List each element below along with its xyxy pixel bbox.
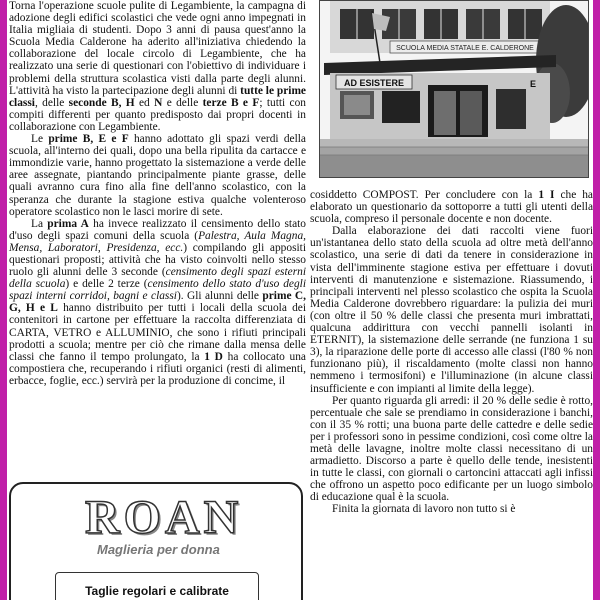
text-run: prime B, E e F bbox=[48, 133, 129, 146]
text-run: ; tutti con compiti differenti per quanto predisposto dai propri docenti in collaborazione con Legambiente. bbox=[9, 96, 306, 133]
text-run: Palestra, Aula Magna, Mensa, Laboratori, Presidenza, ecc. bbox=[9, 229, 306, 254]
text-run: ) e delle 2 terze ( bbox=[65, 278, 148, 291]
paragraph-compost bbox=[310, 189, 593, 225]
text-run: che ha elaborato un questionario da sottoporre a tutti gli utenti della scuola, compreso il personale docente e non docente. bbox=[310, 189, 593, 226]
paragraph-data-results bbox=[310, 225, 593, 394]
text-run: Finita la giornata di lavoro non tutto si è bbox=[332, 503, 516, 516]
text-run: La bbox=[31, 217, 48, 230]
text-run: prime C, G, H e L bbox=[9, 290, 306, 315]
text-run: censimento dello stato d'uso degli spazi interni corridoi, bagni e classi bbox=[9, 278, 307, 303]
text-run: ha invece realizzato il censimento dello stato d'uso degli spazi comuni della scuola ( bbox=[9, 217, 306, 242]
text-run: hanno distribuito per tutti i locali della scuola dei contenitori in cartone per effettuare la raccolta differenziata di CARTA, VETRO e ALLUMINIO, che sono i rifiuti principali prodotti a scuola; mentre per ciò che rimane dalla mensa delle classi che fanno il tempo prolungato, la bbox=[9, 302, 307, 363]
paragraph-census bbox=[9, 218, 306, 387]
paragraph-ending bbox=[310, 503, 593, 515]
text-run: e delle bbox=[162, 96, 203, 109]
text-run: hanno adottato gli spazi verdi della scuola, all'interno dei quali, dopo una bella ripulita da cartacce e immondizie varie, hanno progettato la sistemazione a verde delle aree assegnate, piantando principalmente piante grasse, delle quali avranno cura fino alla fine dell'anno scolastico, con la speranza che durante la stagione estiva qualche volenteroso operatore scolastico non le lasci morire di sete. bbox=[9, 133, 306, 218]
text-run: ha collocato una compostiera che, recuperando i rifiuti organici (resti di alimenti, erbacce, foglie, ecc.) servirà per la produzione di concime, il bbox=[9, 350, 306, 387]
text-run: seconde B, H bbox=[68, 96, 135, 109]
banner-text: AD ESISTERE bbox=[343, 78, 405, 88]
text-run: , delle bbox=[34, 96, 69, 109]
text-run: censimento degli spazi esterni della scuola bbox=[9, 266, 306, 291]
text-run: ed bbox=[134, 96, 155, 109]
ad-sizes-box bbox=[55, 572, 259, 600]
paragraph-furniture bbox=[310, 395, 593, 504]
school-building-image bbox=[320, 1, 589, 178]
newspaper-page bbox=[7, 0, 593, 600]
text-run: terze B e F bbox=[202, 96, 260, 109]
school-photo bbox=[319, 0, 589, 178]
text-run: cosiddetto COMPOST. Per concludere con la bbox=[310, 189, 539, 201]
text-run: Per quanto riguarda gli arredi: il 20 % delle sedie è rotto, percentuale che sale se prendiamo in considerazione i banchi, con il 35 % rotti; una buona parte delle cattedre e delle sedie per i professori sono in pessime condizioni, così come oltre la metà delle lavagne, inoltre molte classi necessitano di un armadietto. Discorso a parte è quello delle tende, inesistenti in tutte le classi, con giornali o cartoncini attaccati agli infissi che offrono un aspetto poco edificante per un luogo simbolo di educazione qual è la scuola. bbox=[310, 394, 593, 504]
text-run: ) compilando gli appositi questionari proposti; attività che ha visto coinvolti nello stesso ruolo gli alunni delle 3 seconde ( bbox=[9, 241, 306, 279]
text-run: 1 I bbox=[538, 189, 555, 201]
text-run: Torna l'operazione scuole pulite di Legambiente, la campagna di adozione degli edifici scolastici che vede ogni anno impegnati in Italia migliaia di studenti. Dopo 3 anni di pausa quest'anno la Scuola Media Calderone ha aderito all'iniziativa chiedendo la collaborazione del locale circolo di Legambiente, che ha realizzato una serie di questionari con l'obiettivo di individuare i problemi della struttura scolastica visti dalla parte degli alunni. L'attività ha visto la partecipazione degli alunni di bbox=[9, 0, 306, 97]
paragraph-green-spaces bbox=[9, 133, 306, 218]
text-run: tutte le prime classi bbox=[9, 84, 306, 109]
article-column-right bbox=[310, 189, 593, 516]
ad-sizes-text: Taglie regolari e calibrate bbox=[85, 584, 229, 598]
roan-logo: ROAN bbox=[85, 491, 243, 544]
school-sign-text: SCUOLA MEDIA STATALE E. CALDERONE bbox=[396, 45, 534, 52]
paragraph-intro bbox=[9, 0, 306, 133]
text-run: Dalla elaborazione dei dati raccolti viene fuori un'istantanea dello stato della scuola ad oltre metà dell'anno scolastico, una serie di dati da tenere in considerazione in vista dell'imminente stagione estiva per effettuare i dovuti interventi di manutenzione e sistemazione. Riassumendo, i principali interventi nel plesso scolastico che ospita la Scuola Media Calderone dovrebbero riguardare: la pulizia dei muri (con oltre il 50 % delle classi che presenta muri imbrattati, qualcuna addirittura con vecchi pannelli isolanti in ETERNIT), la sistemazione delle serrande (ne funziona 1 su 3), la riparazione delle porte di accesso alle classi (l'80 % non funzionano più), il riscaldamento (molte classi non hanno nemmeno i termosifoni) e l'illuminazione (in alcune classi insufficiente e con impianti al limite della legge). bbox=[310, 225, 593, 395]
text-run: 1 D bbox=[204, 350, 223, 363]
text-run: N bbox=[154, 96, 163, 109]
article-column-left bbox=[9, 0, 306, 387]
text-run: Le bbox=[31, 133, 49, 146]
door-letter: E bbox=[530, 79, 537, 89]
ad-tagline: Maglieria per donna bbox=[97, 542, 220, 557]
roan-advertisement bbox=[9, 482, 303, 600]
text-run: prima A bbox=[47, 217, 89, 230]
text-run: ). Gli alunni delle bbox=[176, 290, 263, 303]
